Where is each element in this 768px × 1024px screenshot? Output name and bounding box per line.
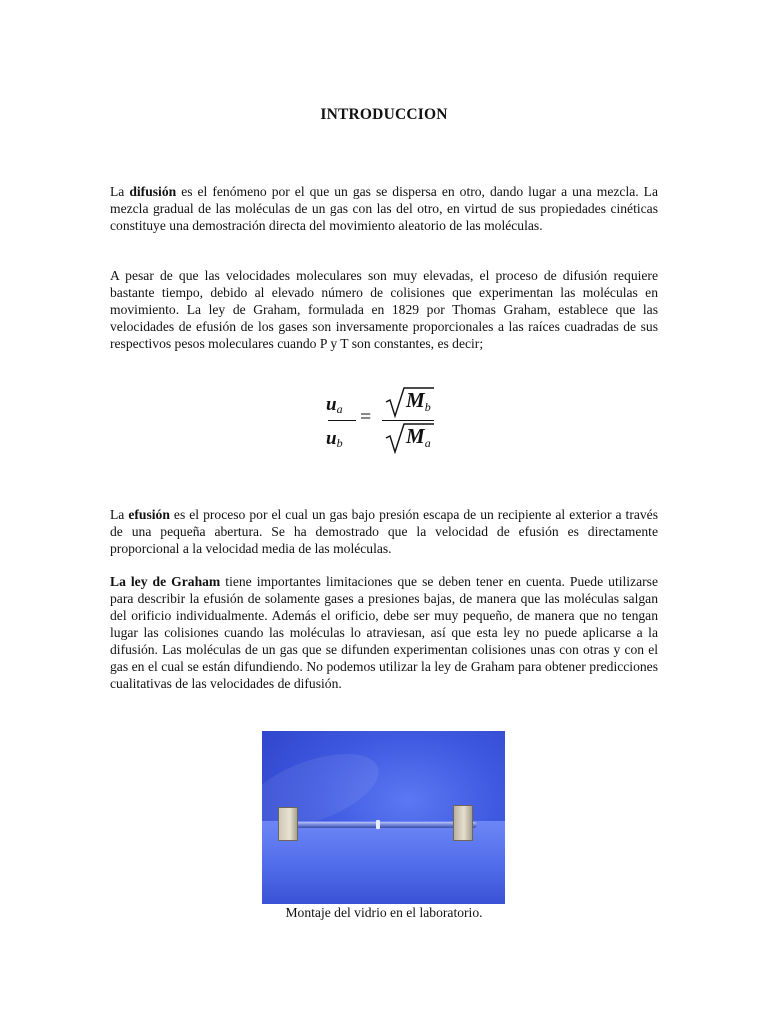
formula-rhs-numerator bbox=[406, 388, 431, 415]
formula-lhs-num-sub: a bbox=[336, 402, 343, 416]
figure-caption: Montaje del vidrio en el laboratorio. bbox=[285, 905, 483, 920]
cork-right bbox=[453, 805, 473, 841]
glass-tube bbox=[292, 822, 477, 828]
formula-rhs-fraction-bar bbox=[382, 420, 434, 421]
term-ley-de-graham: La ley de Graham bbox=[110, 574, 221, 589]
formula-rhs-num-var: M bbox=[406, 388, 425, 412]
paragraph-difusion-lead: La bbox=[110, 184, 130, 199]
cork-left bbox=[278, 807, 298, 841]
paragraph-graham-law bbox=[110, 267, 658, 352]
term-efusion: efusión bbox=[128, 507, 170, 522]
formula-lhs-num-var: u bbox=[326, 394, 337, 415]
lab-setup-photo bbox=[262, 731, 505, 904]
formula-rhs-den-var: M bbox=[406, 424, 425, 448]
formula-rhs-den-sub: a bbox=[424, 436, 431, 450]
paragraph-difusion-text: es el fenómeno por el que un gas se dispersa en otro, dando lugar a una mezcla. La mezcla gradual de las moléculas de un gas con las del otro, en virtud de sus propiedades cinéticas constituye una demostración directa del movimiento aleatorio de las moléculas. bbox=[110, 184, 658, 233]
glass-tube-mark bbox=[376, 820, 380, 829]
formula-lhs-den-sub: b bbox=[336, 436, 343, 450]
paragraph-graham-law-text: A pesar de que las velocidades moleculares son muy elevadas, el proceso de difusión requiere bastante tiempo, debido al elevado número de colisiones que experimentan las moléculas en movimiento. La ley de Graham, formulada en 1829 por Thomas Graham, establece que las velocidades de efusión de los gases son inversamente proporcionales a las raíces cuadradas de sus respectivos pesos moleculares cuando P y T son constantes, es decir; bbox=[110, 268, 658, 351]
paragraph-efusion-text: es el proceso por el cual un gas bajo presión escapa de un recipiente al exterior a través de una pequeña abertura. Se ha demostrado que la velocidad de efusión es directamente proporcional a la velocidad media de las moléculas. bbox=[110, 507, 658, 556]
page-title: INTRODUCCION bbox=[320, 106, 448, 123]
formula-rhs-num-sub: b bbox=[424, 400, 431, 414]
paragraph-efusion bbox=[110, 506, 658, 557]
formula-equals-sign: = bbox=[360, 406, 372, 428]
graham-formula bbox=[320, 386, 450, 458]
formula-lhs-den-var: u bbox=[326, 428, 337, 449]
formula-rhs-denominator bbox=[406, 424, 431, 451]
paragraph-graham-limitations-text: tiene importantes limitaciones que se deben tener en cuenta. Puede utilizarse para describir la efusión de solamente gases a presiones bajas, de manera que las moléculas salgan del orificio individualmente. Además el orificio, debe ser muy pequeño, de manera que no tengan lugar las colisiones cuando las moléculas lo atraviesan, así que esta ley no puede aplicarse a la difusión. Las moléculas de un gas que se difunden experimentan colisiones unas con otras y con el gas en el cual se están difundiendo. No podemos utilizar la ley de Graham para obtener predicciones cualitativas de las velocidades de difusión. bbox=[110, 574, 658, 691]
paragraph-efusion-lead: La bbox=[110, 507, 129, 522]
paragraph-difusion bbox=[110, 183, 658, 234]
term-difusion: difusión bbox=[129, 184, 177, 199]
paragraph-graham-limitations bbox=[110, 573, 658, 692]
